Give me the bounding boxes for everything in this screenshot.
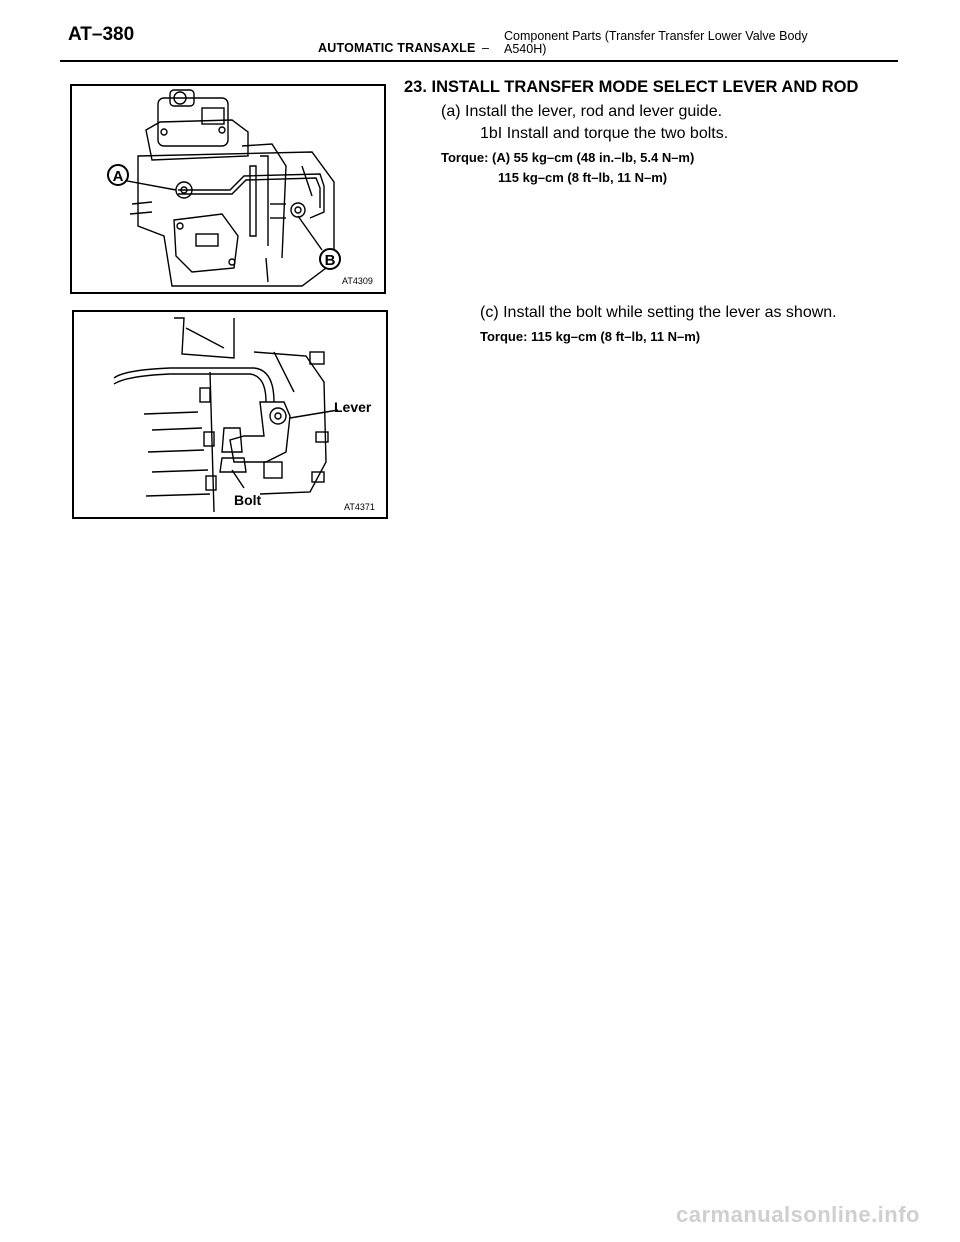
bolt-label: Bolt	[234, 492, 262, 508]
header-rule	[60, 60, 898, 62]
figure-2-code: AT4371	[344, 502, 375, 512]
step-a: (a) Install the lever, rod and lever guide.	[441, 103, 723, 120]
figure-lever-bolt	[72, 310, 388, 519]
step-heading: 23. INSTALL TRANSFER MODE SELECT LEVER AND ROD	[404, 78, 859, 96]
step-b: 1bI Install and torque the two bolts.	[480, 125, 729, 142]
figure-1-drawing	[72, 86, 384, 292]
page-number: AT–380	[68, 24, 135, 45]
header-separator: –	[482, 41, 489, 55]
step-c: (c) Install the bolt while setting the lever as shown.	[480, 304, 837, 321]
lever-label: Lever	[334, 399, 372, 415]
section-title: AUTOMATIC TRANSAXLE	[318, 41, 476, 55]
torque-spec-c: Torque: 115 kg–cm (8 ft–lb, 11 N–m)	[480, 329, 701, 344]
callout-b-label: B	[324, 252, 336, 269]
watermark: carmanualsonline.info	[676, 1202, 920, 1227]
header-title: Component Parts (Transfer Transfer Lower Valve Body A540H)	[504, 29, 808, 56]
figure-2-drawing	[74, 312, 386, 517]
torque-spec-a: Torque: (A) 55 kg–cm (48 in.–lb, 5.4 N–m)	[441, 150, 695, 165]
torque-spec-b: 115 kg–cm (8 ft–lb, 11 N–m)	[498, 170, 668, 185]
callout-a-label: A	[112, 168, 124, 185]
figure-1-code: AT4309	[342, 276, 373, 286]
figure-transfer-assembly	[70, 84, 386, 294]
